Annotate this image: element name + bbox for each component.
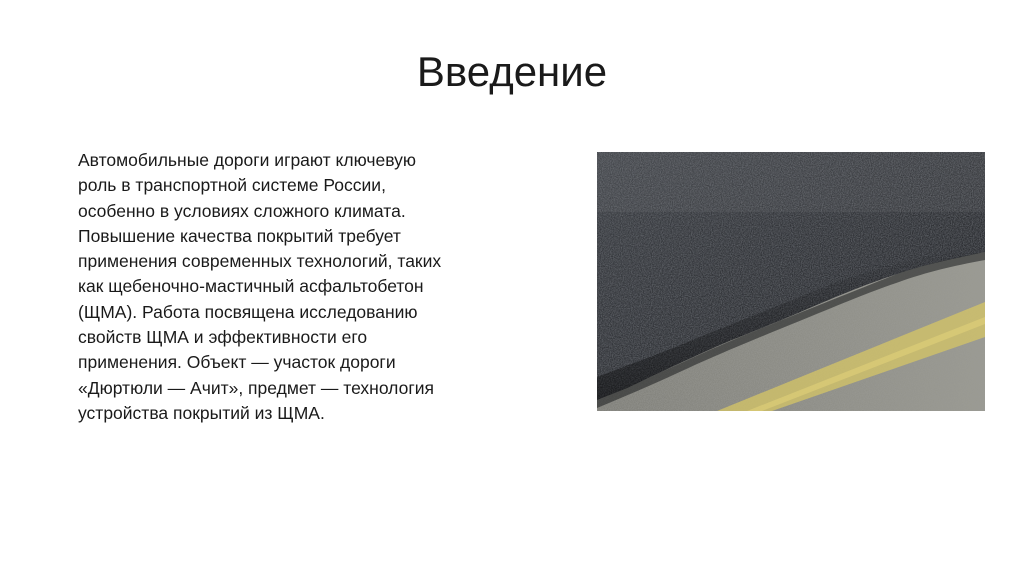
asphalt-pavement-photo [597, 152, 985, 411]
body-line: устройства покрытий из ЩМА. [78, 402, 325, 423]
body-line: особенно в условиях сложного климата. [78, 200, 406, 221]
body-line: Повышение качества покрытий требует [78, 225, 401, 246]
body-line: свойств ЩМА и эффективности его [78, 327, 368, 348]
body-line: Автомобильные дороги играют ключевую [78, 150, 416, 170]
body-line: применения современных технологий, таких [78, 251, 442, 272]
body-line: роль в транспортной системе России, [78, 175, 386, 196]
slide-body-text [78, 148, 538, 426]
body-line: «Дюртюли — Ачит», предмет — технология [78, 377, 434, 398]
body-line: (ЩМА). Работа посвящена исследованию [78, 301, 418, 322]
body-line: применения. Объект — участок дороги [78, 352, 396, 373]
slide-title: Введение [416, 48, 608, 95]
body-line: как щебеночно-мастичный асфальтобетон [78, 276, 424, 297]
